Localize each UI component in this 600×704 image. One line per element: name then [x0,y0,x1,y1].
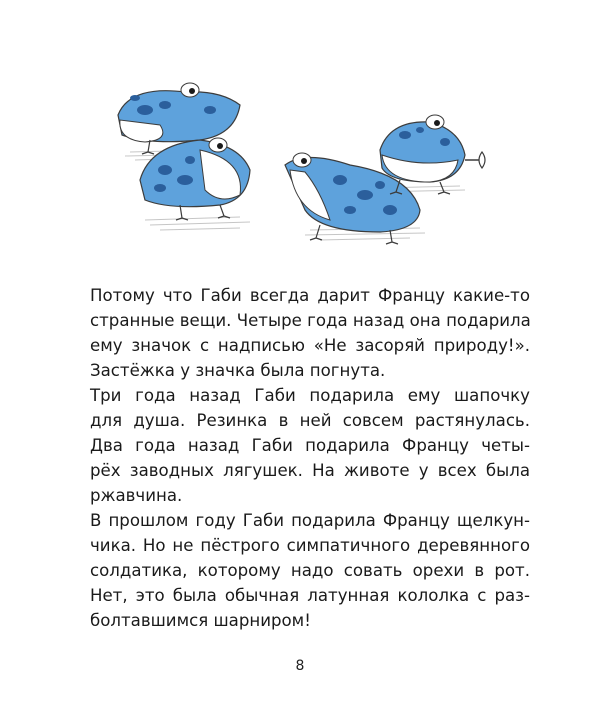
text-line: Застёжка у значка была погнута. [90,361,386,380]
text-line: ржавчина. [90,486,183,505]
wind-up-key-icon [479,152,485,168]
story-text [90,283,530,633]
text-line: ему значок с надписью «Не засоряй природу!». [90,336,530,355]
text-line: Три года назад Габи подарила ему шапочку [90,386,530,405]
text-line: для душа. Резинка в ней совсем растянулась. [90,411,530,430]
text-line: Нет, это была обычная латунная кололка с раз- [90,586,530,605]
text-line: Потому что Габи всегда дарит Францу какие-то [90,286,530,305]
text-line: странные вещи. Четыре года назад она подарила [90,311,531,330]
text-line: болтавшимся шарниром! [90,611,311,630]
page-number: 8 [295,658,305,674]
frog-2 [140,138,250,220]
text-line: В прошлом году Габи подарила Францу щелкун- [90,511,530,530]
text-line: чика. Но не пёстрого симпатичного деревянного [90,536,530,555]
frogs-illustration [90,60,520,260]
text-line: рёх заводных лягушек. На животе у всех была [90,461,530,480]
text-line: солдатика, которому надо совать орехи в рот. [90,561,530,580]
text-line: Два года назад Габи подарила Францу четы- [90,436,530,455]
